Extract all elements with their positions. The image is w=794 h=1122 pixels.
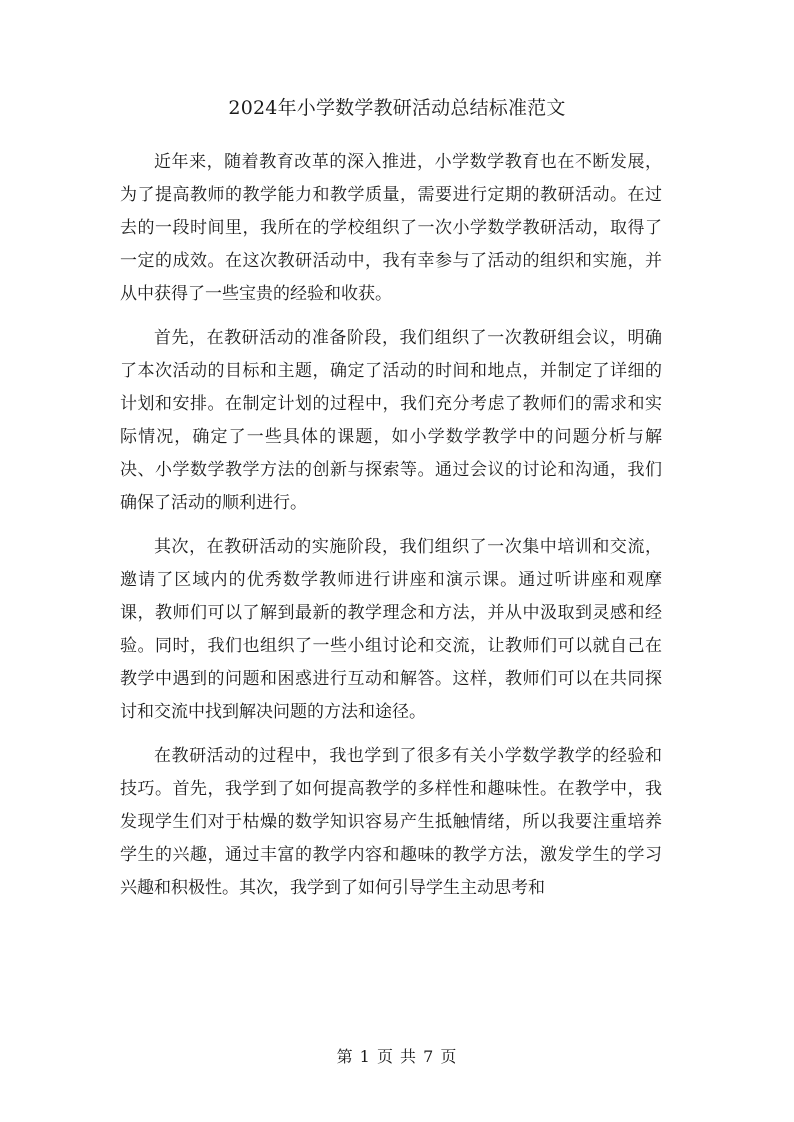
paragraph-2: 首先，在教研活动的准备阶段，我们组织了一次教研组会议，明确了本次活动的目标和主题，确定了活动的时间和地点，并制定了详细的计划和安排。在制定计划的过程中，我们充分考虑了教师们的需求和实际情况，确定了一些具体的课题，如小学数学教学中的问题分析与解决、小学数学教学方法的创新与探索等。通过会议的讨论和沟通，我们确保了活动的顺利进行。 <box>120 328 662 513</box>
document-body <box>120 146 662 905</box>
paragraph-3: 其次，在教研活动的实施阶段，我们组织了一次集中培训和交流，邀请了区域内的优秀数学教师进行讲座和演示课。通过听讲座和观摩课，教师们可以了解到最新的教学理念和方法，并从中汲取到灵感和经验。同时，我们也组织了一些小组讨论和交流，让教师们可以就自己在教学中遇到的问题和困惑进行互动和解答。这样，教师们可以在共同探讨和交流中找到解决问题的方法和途径。 <box>120 537 662 722</box>
document-title: 2024年小学数学教研活动总结标准范文 <box>228 97 566 119</box>
paragraph-4: 在教研活动的过程中，我也学到了很多有关小学数学教学的经验和技巧。首先，我学到了如何提高教学的多样性和趣味性。在教学中，我发现学生们对于枯燥的数学知识容易产生抵触情绪，所以我要注重培养学生的兴趣，通过丰富的教学内容和趣味的教学方法，激发学生的学习兴趣和积极性。其次，我学到了如何引导学生主动思考和 <box>120 746 662 898</box>
paragraph-1: 近年来，随着教育改革的深入推进，小学数学教育也在不断发展，为了提高教师的教学能力和教学质量，需要进行定期的教研活动。在过去的一段时间里，我所在的学校组织了一次小学数学教研活动，取得了一定的成效。在这次教研活动中，我有幸参与了活动的组织和实施，并从中获得了一些宝贵的经验和收获。 <box>120 152 662 304</box>
page-number-footer: 第 1 页 共 7 页 <box>336 1047 458 1066</box>
